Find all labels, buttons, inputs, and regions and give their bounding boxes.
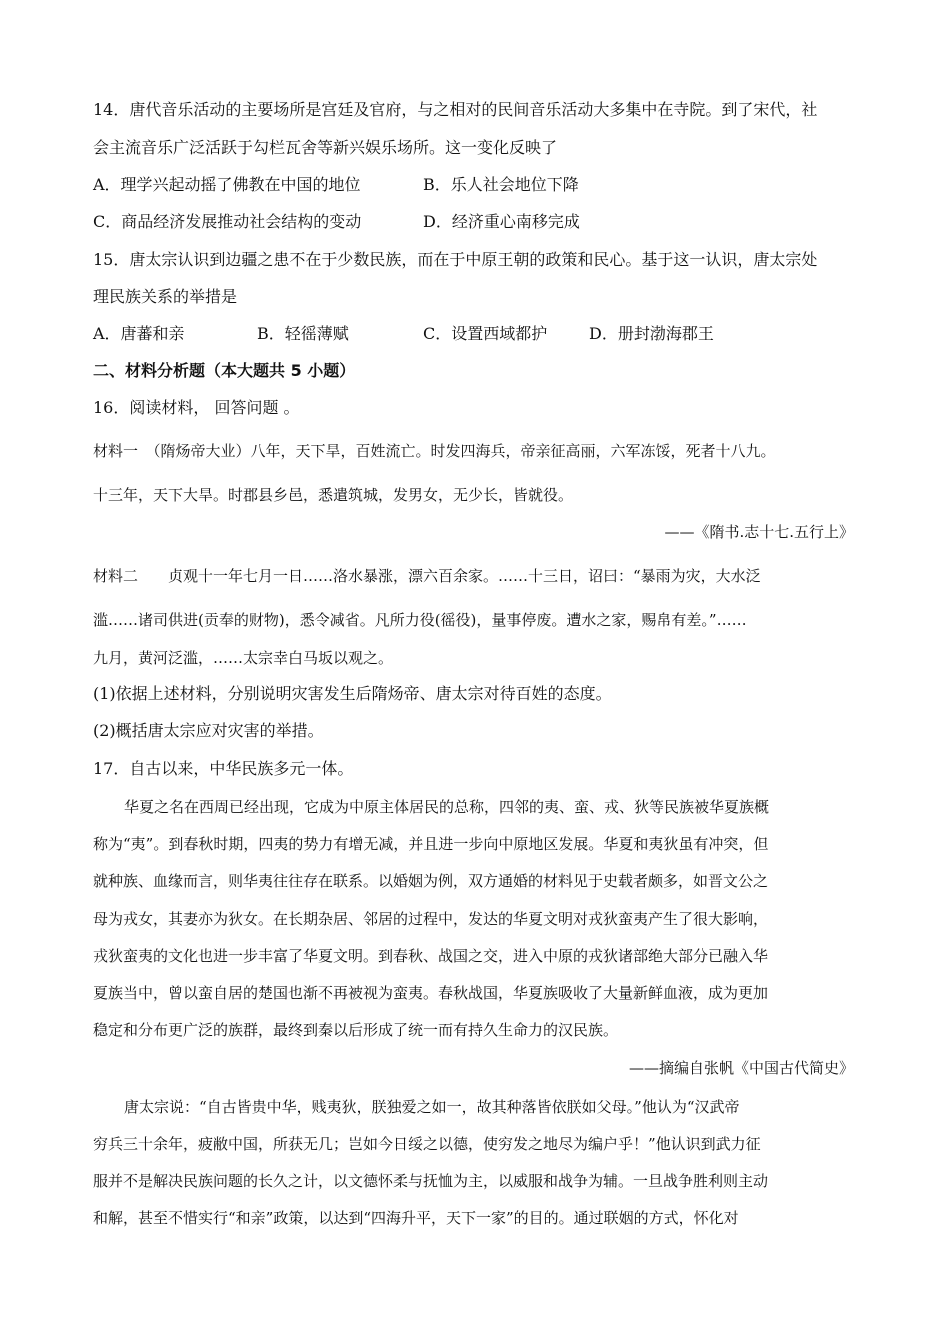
q15-option-c: C．设置西域都护 — [423, 324, 548, 343]
q15-stem-line1: 15．唐太宗认识到边疆之患不在于少数民族，而在于中原王朝的政策和民心。基于这一认识，唐太宗处 — [93, 250, 818, 269]
q17-para1-line6: 夏族当中，曾以蛮自居的楚国也渐不再被视为蛮夷。春秋战国，华夏族吸收了大量新鲜血液，成为更加 — [93, 984, 769, 1002]
q14-option-a: A．理学兴起动摇了佛教在中国的地位 — [93, 175, 361, 194]
q15-option-b: B．轻徭薄赋 — [257, 324, 349, 343]
q17-para2-line4: 和解，甚至不惜实行“和亲”政策，以达到“四海升平，天下一家”的目的。通过联姻的方式，怀化对 — [93, 1209, 739, 1227]
q17-para1-line5: 戎狄蛮夷的文化也进一步丰富了华夏文明。到春秋、战国之交，进入中原的戎狄诸部绝大部分已融入华 — [93, 947, 769, 965]
q16-material2-line3: 九月，黄河泛滥，……太宗幸白马坂以观之。 — [93, 649, 394, 667]
q15-option-a: A．唐蕃和亲 — [93, 324, 185, 343]
q16-material1-line1: 材料一 （隋炀帝大业）八年，天下旱，百姓流亡。时发四海兵，帝亲征高丽，六军冻馁，死者十八九。 — [93, 442, 776, 460]
q17-para2-line3: 服并不是解决民族问题的长久之计，以文德怀柔与抚恤为主，以威服和战争为辅。一旦战争胜利则主动 — [93, 1172, 769, 1190]
q16-intro: 16．阅读材料， 回答问题 。 — [93, 398, 300, 417]
q15-option-d: D．册封渤海郡王 — [589, 324, 714, 343]
q16-material1-source: ——《隋书.志十七.五行上》 — [664, 523, 854, 541]
q14-stem-line1: 14．唐代音乐活动的主要场所是宫廷及官府，与之相对的民间音乐活动大多集中在寺院。到了宋代，社 — [93, 100, 818, 119]
q17-para1-line7: 稳定和分布更广泛的族群，最终到秦以后形成了统一而有持久生命力的汉民族。 — [93, 1021, 619, 1039]
q16-material2-line1: 材料二 贞观十一年七月一日……洛水暴涨，漂六百余家。……十三日，诏曰：“暴雨为灾，大水泛 — [93, 567, 761, 585]
q14-option-d: D．经济重心南移完成 — [423, 212, 580, 231]
q17-para1-line1: 华夏之名在西周已经出现，它成为中原主体居民的总称，四邻的夷、蛮、戎、狄等民族被华夏族概 — [124, 798, 770, 816]
q17-para1-line4: 母为戎女，其妻亦为狄女。在长期杂居、邻居的过程中，发达的华夏文明对戎狄蛮夷产生了很大影响， — [93, 910, 769, 928]
q14-option-b: B．乐人社会地位下降 — [423, 175, 579, 194]
section-heading: 二、材料分析题（本大题共 5 小题） — [93, 361, 356, 380]
q16-material2-line2: 滥……诸司供进(贡奉的财物)，悉令减省。凡所力役(徭役)，量事停废。遭水之家，赐帛有差。”…… — [93, 611, 747, 629]
q17-para1-source: ——摘编自张帆《中国古代简史》 — [628, 1059, 854, 1077]
q17-intro: 17．自古以来，中华民族多元一体。 — [93, 759, 354, 778]
q17-para1-line2: 称为“夷”。到春秋时期，四夷的势力有增无减，并且进一步向中原地区发展。华夏和夷狄虽有冲突，但 — [93, 835, 769, 853]
q17-para2-line1: 唐太宗说：“自古皆贵中华，贱夷狄，朕独爱之如一，故其种落皆依朕如父母。”他认为“汉武帝 — [124, 1098, 740, 1116]
q17-para1-line3: 就种族、血缘而言，则华夷往往存在联系。以婚姻为例，双方通婚的材料见于史载者颇多，如晋文公之 — [93, 872, 769, 890]
q14-option-c: C．商品经济发展推动社会结构的变动 — [93, 212, 362, 231]
q15-stem-line2: 理民族关系的举措是 — [93, 287, 238, 306]
q17-para2-line2: 穷兵三十余年，疲敝中国，所获无几；岂如今日绥之以德，使穷发之地尽为编户乎！”他认识到武力征 — [93, 1135, 761, 1153]
q16-sub-question-2: (2)概括唐太宗应对灾害的举措。 — [93, 721, 324, 740]
q14-stem-line2: 会主流音乐广泛活跃于勾栏瓦舍等新兴娱乐场所。这一变化反映了 — [93, 138, 558, 157]
q16-sub-question-1: (1)依据上述材料，分别说明灾害发生后隋炀帝、唐太宗对待百姓的态度。 — [93, 684, 612, 703]
q16-material1-line2: 十三年，天下大旱。时郡县乡邑，悉遣筑城，发男女，无少长，皆就役。 — [93, 486, 574, 504]
